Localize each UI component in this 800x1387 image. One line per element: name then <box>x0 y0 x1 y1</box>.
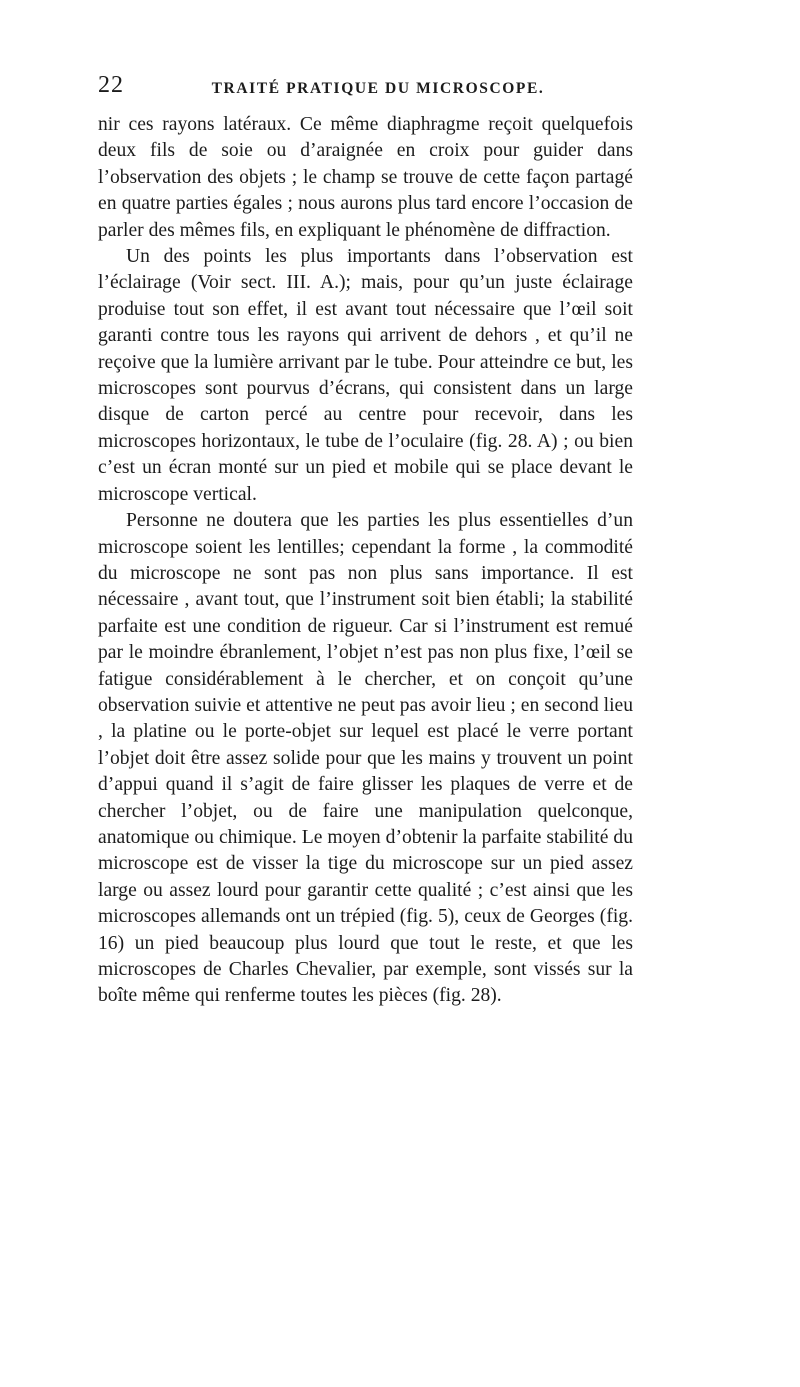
page-number: 22 <box>98 72 124 98</box>
page-header <box>98 72 658 106</box>
running-title: TRAITÉ PRATIQUE DU MICROSCOPE. <box>211 80 545 97</box>
paragraph-eclairage: Un des points les plus importants dans l’observation est l’éclairage (Voir sect. III. A.); mais, pour qu’un juste éclairage produise tout son effet, il est avant tout nécessaire que l’œil soit garanti contre tous les rayons qui arrivent de dehors , et qu’il ne reçoive que la lumière arrivant par le tube. Pour atteindre ce but, les microscopes sont pourvus d’écrans, qui consistent dans un large disque de carton percé au centre pour recevoir, dans les microscopes horizontaux, le tube de l’oculaire (fig. 28. A) ; ou bien c’est un écran monté sur un pied et mobile qui se place devant le microscope vertical. <box>98 246 633 505</box>
paragraph-stabilite: Personne ne doutera que les parties les plus essentielles d’un microscope soient les lentilles; cependant la forme , la commodité du microscope ne sont pas non plus sans importance. Il est nécessaire , avant tout, que l’instrument soit bien établi; la stabilité parfaite est une condition de rigueur. Car si l’instrument est remué par le moindre ébranlement, l’objet n’est pas non plus fixe, l’œil se fatigue considérablement à le chercher, et on conçoit qu’une observation suivie et attentive ne peut pas avoir lieu ; en second lieu , la platine ou le porte-objet sur lequel est placé le verre portant l’objet doit être assez solide pour que les mains y trouvent un point d’appui quand il s’agit de faire glisser les plaques de verre et de chercher l’objet, ou de faire une manipulation quelconque, anatomique ou chimique. Le moyen d’obtenir la parfaite stabilité du microscope est de visser la tige du microscope sur un pied assez large ou assez lourd pour garantir cette qualité ; c’est ainsi que les microscopes allemands ont un trépied (fig. 5), ceux de Georges (fig. 16) un pied beaucoup plus lourd que tout le reste, et que les microscopes de Charles Chevalier, par exemple, sont vissés sur la boîte même qui renferme toutes les pièces (fig. 28). <box>98 510 633 1007</box>
paragraph-continuation: nir ces rayons latéraux. Ce même diaphragme reçoit quelquefois deux fils de soie ou d’araignée en croix pour guider dans l’observation des objets ; le champ se trouve de cette façon partagé en quatre parties égales ; nous aurons plus tard encore l’occasion de parler des mêmes fils, en expliquant le phénomène de diffraction. <box>98 114 633 241</box>
body-text <box>98 112 633 1010</box>
